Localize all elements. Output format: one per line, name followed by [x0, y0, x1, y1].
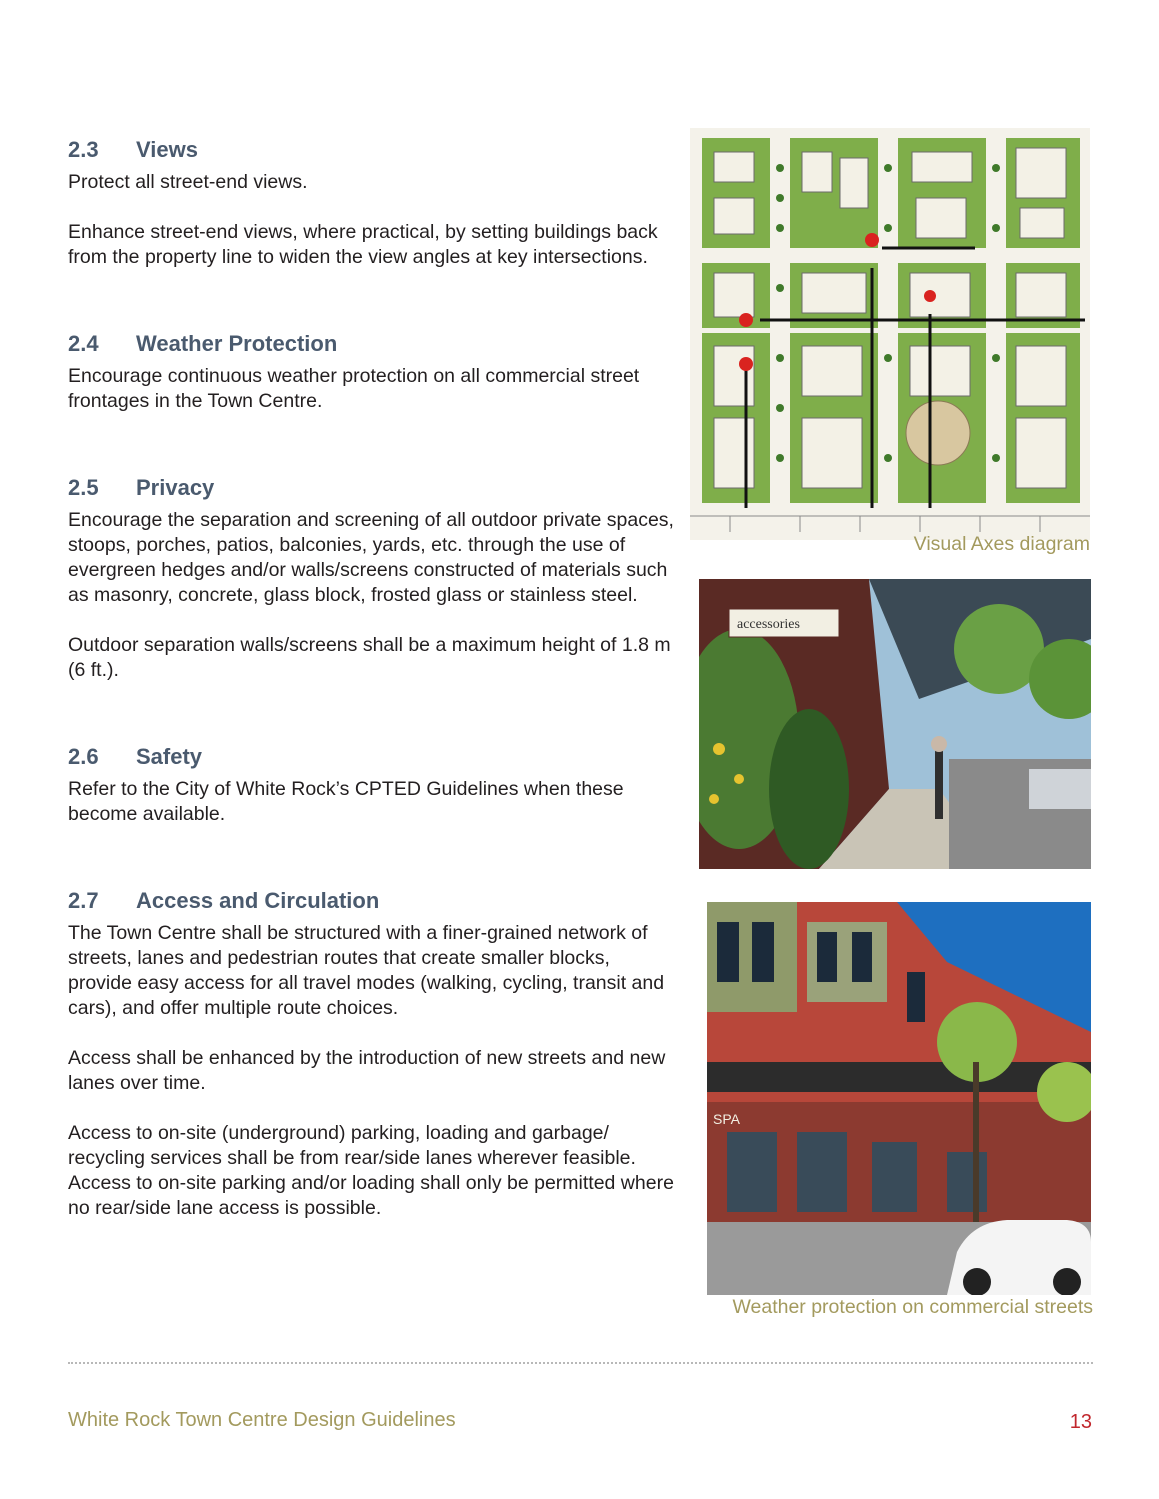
- section-title: Safety: [136, 744, 203, 769]
- section-title: Weather Protection: [136, 331, 338, 356]
- section-heading: [68, 887, 678, 915]
- paragraph: The Town Centre shall be structured with a finer-grained network of streets, lanes and pedestrian routes that create smaller blocks, provide easy access for all travel modes (walking, cycling, transit and cars), and offer multiple route choices.: [68, 922, 665, 1019]
- section-number: 2.3: [68, 137, 99, 162]
- section-weather-protection: [68, 330, 678, 414]
- page-number: 13: [1069, 1411, 1092, 1433]
- footer-divider: [68, 1362, 1093, 1364]
- section-access-circulation: [68, 887, 678, 1221]
- section-safety: [68, 743, 678, 827]
- section-heading: [68, 330, 678, 358]
- paragraph: Enhance street-end views, where practical, by setting buildings back from the property line to widen the view angles at key intersections.: [68, 221, 658, 268]
- section-heading: [68, 743, 678, 771]
- paragraph: Outdoor separation walls/screens shall be a maximum height of 1.8 m (6 ft.).: [68, 634, 671, 681]
- paragraph: Encourage the separation and screening of all outdoor private spaces, stoops, porches, patios, balconies, yards, etc. through the use of evergreen hedges and/or walls/screens constructed of materials such as masonry, concrete, glass block, frosted glass or stainless steel.: [68, 509, 674, 606]
- sidewalk-scene: [699, 579, 1091, 869]
- section-title: Views: [136, 137, 198, 162]
- storefront-caption: Weather protection on commercial streets: [732, 1296, 1093, 1318]
- site-plan-drawing: [690, 128, 1090, 540]
- paragraph: Access to on-site (underground) parking, loading and garbage/ recycling services shall be from rear/side lanes wherever feasible. Access to on-site parking and/or loading shall only be permitted where no rear/side lane access is possible.: [68, 1122, 674, 1219]
- section-heading: [68, 136, 678, 164]
- section-privacy: [68, 474, 678, 683]
- section-title: Access and Circulation: [136, 888, 380, 913]
- visual-axes-diagram: [690, 128, 1090, 540]
- section-title: Privacy: [136, 475, 215, 500]
- section-number: 2.6: [68, 744, 99, 769]
- section-views: [68, 136, 678, 270]
- paragraph: Protect all street-end views.: [68, 171, 308, 193]
- body-text-column: [68, 136, 678, 1221]
- paragraph: Access shall be enhanced by the introduction of new streets and new lanes over time.: [68, 1047, 666, 1094]
- street-photo: [699, 579, 1091, 869]
- diagram-caption: Visual Axes diagram: [913, 533, 1090, 555]
- section-number: 2.4: [68, 331, 99, 356]
- store-sign: accessories: [737, 617, 800, 632]
- footer-document-title: White Rock Town Centre Design Guidelines: [68, 1409, 456, 1431]
- paragraph: Refer to the City of White Rock’s CPTED Guidelines when these become available.: [68, 778, 624, 825]
- section-number: 2.5: [68, 475, 99, 500]
- paragraph: Encourage continuous weather protection on all commercial street frontages in the Town Centre.: [68, 365, 640, 412]
- storefront-scene: [707, 902, 1091, 1295]
- section-heading: [68, 474, 678, 502]
- section-number: 2.7: [68, 888, 99, 913]
- storefront-photo: [707, 902, 1091, 1295]
- shop-sign: SPA: [713, 1111, 740, 1127]
